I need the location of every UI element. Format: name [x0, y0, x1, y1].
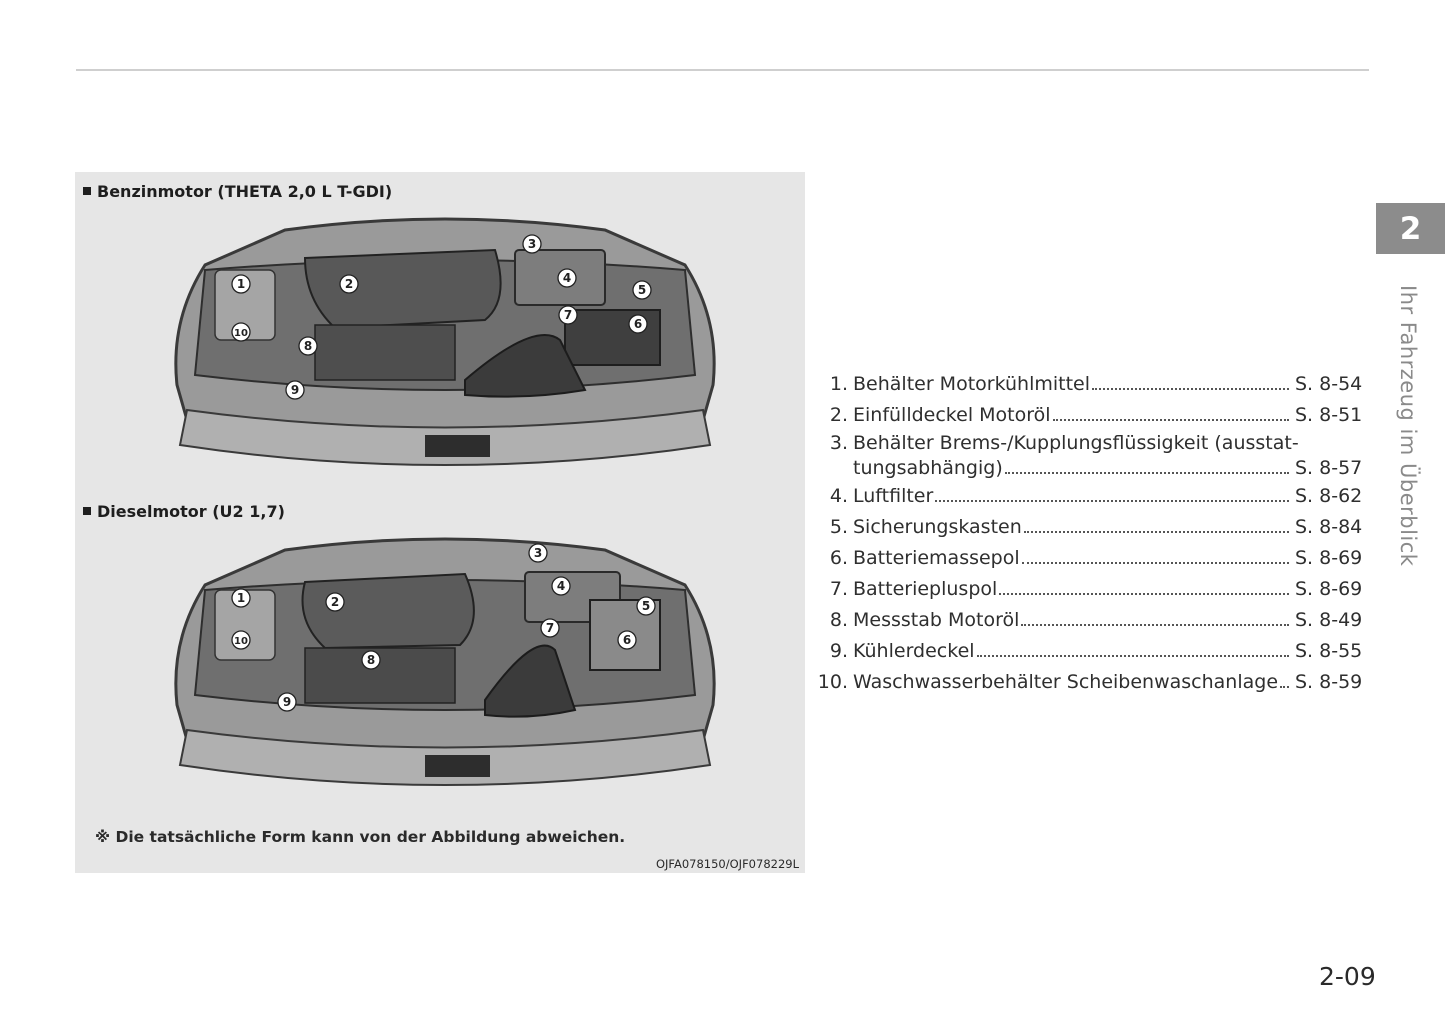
item-number: 9. [829, 640, 848, 662]
engine-figure-panel [75, 172, 805, 873]
item-label: Luftfilter [853, 485, 934, 507]
page-reference: S. 8-55 [1295, 640, 1363, 662]
leader-dots [977, 655, 1289, 657]
item-number: 5. [829, 516, 848, 538]
petrol-callout-7: 7 [563, 308, 573, 322]
petrol-callout-6: 6 [633, 317, 643, 331]
item-number: 4. [829, 485, 848, 507]
diesel-callout-7: 7 [545, 621, 555, 635]
list-item [815, 431, 1363, 481]
petrol-callout-4: 4 [562, 271, 572, 285]
bullet-square-icon [83, 187, 91, 195]
item-number: 7. [829, 578, 848, 600]
page-reference: S. 8-51 [1295, 404, 1363, 426]
petrol-engine-illustration [165, 210, 725, 485]
figure-code: OJFA078150/OJF078229L [655, 857, 799, 871]
page-reference: S. 8-54 [1295, 373, 1363, 395]
leader-dots [1280, 686, 1289, 688]
petrol-callout-10: 10 [234, 328, 248, 339]
leader-dots [1005, 472, 1289, 474]
chapter-title: Ihr Fahrzeug im Überblick [1396, 285, 1420, 567]
list-item [815, 512, 1363, 543]
list-item [815, 574, 1363, 605]
petrol-callout-1: 1 [236, 277, 246, 291]
item-number: 6. [829, 547, 848, 569]
item-label: Batteriepluspol [853, 578, 998, 600]
list-item [815, 481, 1363, 512]
list-item [815, 667, 1363, 698]
page-reference: S. 8-59 [1295, 671, 1363, 693]
leader-dots [1021, 624, 1289, 626]
page-reference: S. 8-57 [1295, 457, 1363, 479]
item-label: Batteriemassepol [853, 547, 1020, 569]
list-item [815, 636, 1363, 667]
item-label: Sicherungskasten [853, 516, 1022, 538]
item-label: Kühlerdeckel [853, 640, 975, 662]
page-number: 2-09 [1319, 962, 1376, 991]
item-label: Messstab Motoröl [853, 609, 1020, 631]
petrol-callout-3: 3 [527, 237, 537, 251]
diesel-callout-5: 5 [641, 599, 651, 613]
diesel-callout-3: 3 [533, 546, 543, 560]
page-reference: S. 8-62 [1295, 485, 1363, 507]
figure-note: ※ Die tatsächliche Form kann von der Abbildung abweichen. [95, 828, 626, 846]
diesel-heading: Dieselmotor (U2 1,7) [83, 502, 285, 521]
petrol-callout-8: 8 [303, 339, 313, 353]
diesel-callout-1: 1 [236, 591, 246, 605]
item-label-continued: tungsabhängig) [853, 457, 1003, 479]
item-label: Behälter Brems-/Kupplungsflüssigkeit (ausstat- [853, 432, 1299, 454]
item-number: 1. [829, 373, 848, 395]
page-reference: S. 8-84 [1295, 516, 1363, 538]
diesel-callout-8: 8 [366, 653, 376, 667]
list-item [815, 369, 1363, 400]
bullet-square-icon [83, 507, 91, 515]
list-item [815, 605, 1363, 636]
diesel-engine-illustration [165, 530, 725, 805]
diesel-callout-9: 9 [282, 695, 292, 709]
leader-dots [1053, 419, 1289, 421]
item-number: 10. [817, 671, 848, 693]
diesel-callout-2: 2 [330, 595, 340, 609]
page-reference: S. 8-49 [1295, 609, 1363, 631]
diesel-callout-10: 10 [234, 636, 248, 647]
leader-dots [935, 500, 1289, 502]
leader-dots [1092, 388, 1289, 390]
item-number: 3. [829, 432, 848, 454]
top-rule [76, 69, 1369, 71]
item-label: Waschwasserbehälter Scheibenwaschanlage [853, 671, 1279, 693]
petrol-heading: Benzinmotor (THETA 2,0 L T-GDI) [83, 182, 392, 201]
leader-dots [1022, 562, 1289, 564]
item-label: Behälter Motorkühlmittel [853, 373, 1091, 395]
chapter-tab: 2 [1376, 203, 1445, 254]
item-number: 2. [829, 404, 848, 426]
leader-dots [999, 593, 1289, 595]
diesel-callout-6: 6 [622, 633, 632, 647]
petrol-callout-5: 5 [637, 283, 647, 297]
item-number: 8. [829, 609, 848, 631]
diesel-callout-4: 4 [556, 579, 566, 593]
leader-dots [1024, 531, 1289, 533]
page-reference: S. 8-69 [1295, 578, 1363, 600]
parts-list [815, 369, 1363, 698]
list-item [815, 543, 1363, 574]
petrol-callout-9: 9 [290, 383, 300, 397]
item-label: Einfülldeckel Motoröl [853, 404, 1051, 426]
page-reference: S. 8-69 [1295, 547, 1363, 569]
petrol-callout-2: 2 [344, 277, 354, 291]
list-item [815, 400, 1363, 431]
